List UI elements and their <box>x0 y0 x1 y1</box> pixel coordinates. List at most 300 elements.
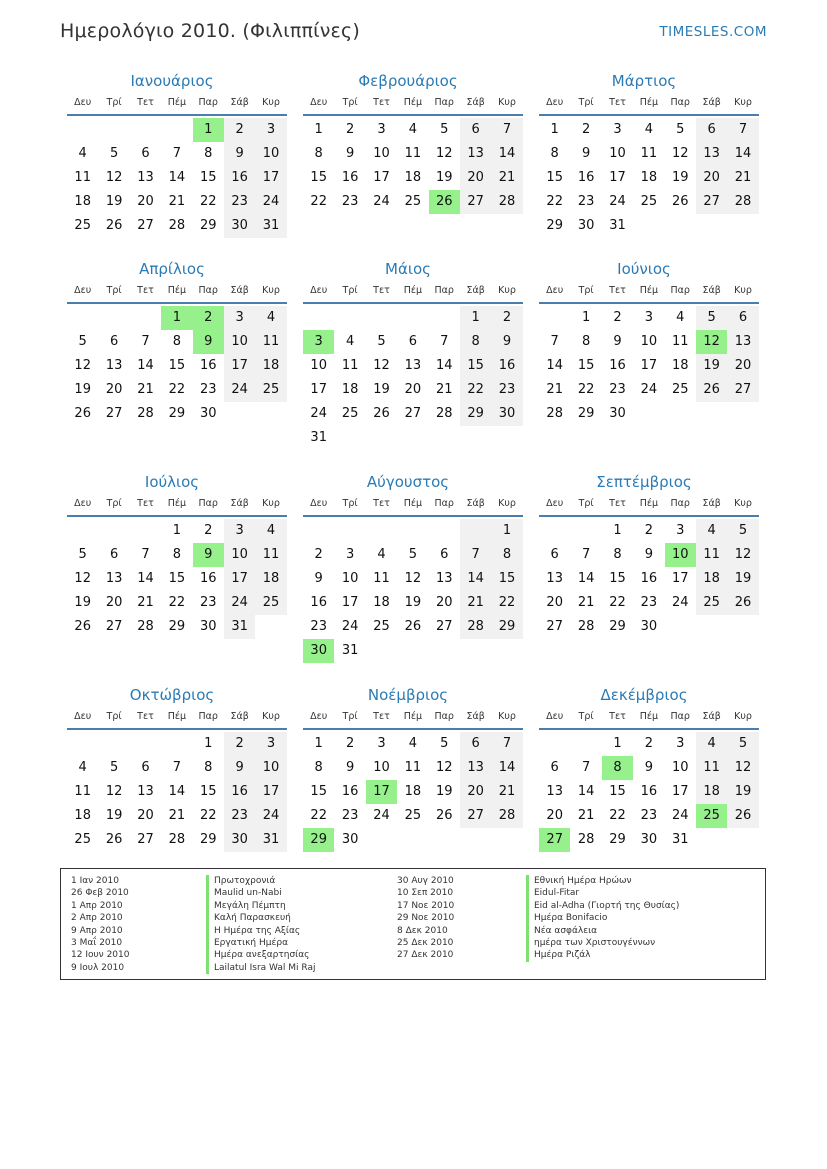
day-cell[interactable]: 12 <box>435 760 453 775</box>
day-cell[interactable]: 4 <box>345 334 355 349</box>
day-cell[interactable]: 12 <box>727 543 758 567</box>
day-cell[interactable]: 3 <box>224 519 255 543</box>
day-cell[interactable]: 24 <box>671 595 689 610</box>
day-cell[interactable]: 14 <box>168 784 186 799</box>
day-cell[interactable]: 21 <box>577 595 595 610</box>
day-cell[interactable]: 27 <box>137 218 154 233</box>
day-cell[interactable]: 8 <box>172 334 181 349</box>
day-cell[interactable]: 6 <box>440 547 449 562</box>
day-cell[interactable]: 3 <box>644 310 653 325</box>
day-cell[interactable]: 21 <box>577 808 595 823</box>
day-cell[interactable]: 7 <box>172 146 181 161</box>
day-cell[interactable]: 19 <box>671 170 689 185</box>
day-cell[interactable]: 31 <box>255 828 286 852</box>
day-cell[interactable]: 17 <box>255 166 286 190</box>
day-cell[interactable]: 4 <box>408 122 417 137</box>
day-cell[interactable]: 2 <box>644 736 653 751</box>
day-cell[interactable]: 16 <box>341 784 359 799</box>
day-cell[interactable]: 29 <box>199 218 217 233</box>
day-cell[interactable]: 11 <box>404 760 422 775</box>
day-cell[interactable]: 12 <box>74 571 91 586</box>
day-cell[interactable]: 1 <box>204 736 213 751</box>
day-cell[interactable]: 25 <box>640 194 658 209</box>
day-cell[interactable]: 19 <box>105 808 123 823</box>
day-cell[interactable]: 4 <box>644 122 653 137</box>
day-cell[interactable]: 24 <box>255 190 286 214</box>
day-cell[interactable]: 13 <box>404 358 422 373</box>
day-cell[interactable]: 23 <box>199 595 217 610</box>
day-cell[interactable]: 27 <box>105 619 123 634</box>
day-cell[interactable]: 19 <box>435 784 453 799</box>
day-cell[interactable]: 15 <box>199 170 217 185</box>
day-cell[interactable]: 18 <box>640 170 658 185</box>
day-cell[interactable]: 15 <box>491 567 522 591</box>
day-cell[interactable]: 23 <box>640 808 658 823</box>
day-cell[interactable]: 14 <box>460 567 491 591</box>
day-cell[interactable]: 6 <box>550 760 559 775</box>
day-cell[interactable]: 11 <box>671 334 689 349</box>
holiday-day-cell[interactable]: 1 <box>193 118 224 142</box>
day-cell[interactable]: 16 <box>577 170 595 185</box>
day-cell[interactable]: 16 <box>341 170 359 185</box>
day-cell[interactable]: 19 <box>727 567 758 591</box>
day-cell[interactable]: 8 <box>460 330 491 354</box>
day-cell[interactable]: 30 <box>199 406 217 421</box>
day-cell[interactable]: 18 <box>373 595 390 610</box>
holiday-day-cell[interactable]: 8 <box>602 756 633 780</box>
day-cell[interactable]: 27 <box>435 619 453 634</box>
day-cell[interactable]: 16 <box>640 571 658 586</box>
day-cell[interactable]: 10 <box>373 146 390 161</box>
day-cell[interactable]: 6 <box>141 146 150 161</box>
day-cell[interactable]: 13 <box>546 784 563 799</box>
day-cell[interactable]: 4 <box>377 547 386 562</box>
day-cell[interactable]: 25 <box>74 832 91 847</box>
day-cell[interactable]: 14 <box>137 358 154 373</box>
day-cell[interactable]: 24 <box>224 378 255 402</box>
day-cell[interactable]: 1 <box>491 519 522 543</box>
day-cell[interactable]: 25 <box>255 591 286 615</box>
day-cell[interactable]: 26 <box>74 619 91 634</box>
day-cell[interactable]: 30 <box>609 406 626 421</box>
day-cell[interactable]: 13 <box>435 571 453 586</box>
day-cell[interactable]: 11 <box>341 358 359 373</box>
day-cell[interactable]: 27 <box>105 406 123 421</box>
day-cell[interactable]: 9 <box>345 760 355 775</box>
holiday-day-cell[interactable]: 10 <box>665 543 696 567</box>
day-cell[interactable]: 17 <box>224 567 255 591</box>
day-cell[interactable]: 27 <box>137 832 154 847</box>
day-cell[interactable]: 9 <box>345 146 355 161</box>
holiday-day-cell[interactable]: 30 <box>303 639 334 663</box>
day-cell[interactable]: 21 <box>460 591 491 615</box>
day-cell[interactable]: 10 <box>255 756 286 780</box>
day-cell[interactable]: 16 <box>224 780 255 804</box>
day-cell[interactable]: 20 <box>460 780 491 804</box>
day-cell[interactable]: 10 <box>609 146 626 161</box>
day-cell[interactable]: 8 <box>550 146 559 161</box>
day-cell[interactable]: 15 <box>310 784 327 799</box>
day-cell[interactable]: 12 <box>727 756 758 780</box>
day-cell[interactable]: 28 <box>460 615 491 639</box>
day-cell[interactable]: 18 <box>696 567 727 591</box>
day-cell[interactable]: 15 <box>577 358 595 373</box>
day-cell[interactable]: 20 <box>460 166 491 190</box>
day-cell[interactable]: 4 <box>255 306 286 330</box>
day-cell[interactable]: 21 <box>168 808 186 823</box>
day-cell[interactable]: 16 <box>609 358 626 373</box>
day-cell[interactable]: 17 <box>373 170 390 185</box>
day-cell[interactable]: 9 <box>314 571 323 586</box>
day-cell[interactable]: 7 <box>581 547 591 562</box>
day-cell[interactable]: 31 <box>341 643 359 658</box>
day-cell[interactable]: 23 <box>577 194 595 209</box>
day-cell[interactable]: 27 <box>404 406 422 421</box>
day-cell[interactable]: 20 <box>137 194 154 209</box>
day-cell[interactable]: 8 <box>314 760 323 775</box>
day-cell[interactable]: 16 <box>310 595 327 610</box>
day-cell[interactable]: 21 <box>137 382 154 397</box>
day-cell[interactable]: 26 <box>74 406 91 421</box>
day-cell[interactable]: 30 <box>640 619 658 634</box>
day-cell[interactable]: 7 <box>581 760 591 775</box>
day-cell[interactable]: 29 <box>546 218 563 233</box>
day-cell[interactable]: 13 <box>727 330 758 354</box>
day-cell[interactable]: 13 <box>137 170 154 185</box>
day-cell[interactable]: 5 <box>78 547 87 562</box>
day-cell[interactable]: 21 <box>546 382 563 397</box>
day-cell[interactable]: 6 <box>141 760 150 775</box>
day-cell[interactable]: 2 <box>224 732 255 756</box>
day-cell[interactable]: 3 <box>613 122 622 137</box>
day-cell[interactable]: 27 <box>546 619 563 634</box>
day-cell[interactable]: 12 <box>435 146 453 161</box>
day-cell[interactable]: 14 <box>137 571 154 586</box>
day-cell[interactable]: 18 <box>255 567 286 591</box>
day-cell[interactable]: 21 <box>137 595 154 610</box>
day-cell[interactable]: 29 <box>168 406 186 421</box>
day-cell[interactable]: 31 <box>671 832 689 847</box>
day-cell[interactable]: 5 <box>696 306 727 330</box>
day-cell[interactable]: 9 <box>491 330 522 354</box>
day-cell[interactable]: 21 <box>435 382 453 397</box>
day-cell[interactable]: 1 <box>613 523 622 538</box>
day-cell[interactable]: 9 <box>581 146 591 161</box>
day-cell[interactable]: 23 <box>224 804 255 828</box>
day-cell[interactable]: 20 <box>546 808 563 823</box>
day-cell[interactable]: 9 <box>644 547 653 562</box>
day-cell[interactable]: 25 <box>696 591 727 615</box>
day-cell[interactable]: 24 <box>671 808 689 823</box>
day-cell[interactable]: 19 <box>435 170 453 185</box>
day-cell[interactable]: 11 <box>404 146 422 161</box>
day-cell[interactable]: 25 <box>671 382 689 397</box>
day-cell[interactable]: 11 <box>255 330 286 354</box>
day-cell[interactable]: 29 <box>491 615 522 639</box>
day-cell[interactable]: 24 <box>224 591 255 615</box>
day-cell[interactable]: 22 <box>577 382 595 397</box>
day-cell[interactable]: 20 <box>727 354 758 378</box>
day-cell[interactable]: 8 <box>204 760 213 775</box>
day-cell[interactable]: 29 <box>577 406 595 421</box>
day-cell[interactable]: 30 <box>341 832 359 847</box>
holiday-day-cell[interactable]: 12 <box>696 330 727 354</box>
day-cell[interactable]: 15 <box>460 354 491 378</box>
day-cell[interactable]: 28 <box>491 804 522 828</box>
day-cell[interactable]: 28 <box>168 832 186 847</box>
day-cell[interactable]: 3 <box>377 122 386 137</box>
day-cell[interactable]: 26 <box>373 406 390 421</box>
day-cell[interactable]: 18 <box>74 194 91 209</box>
day-cell[interactable]: 12 <box>671 146 689 161</box>
day-cell[interactable]: 4 <box>676 310 685 325</box>
day-cell[interactable]: 7 <box>141 547 150 562</box>
day-cell[interactable]: 11 <box>255 543 286 567</box>
day-cell[interactable]: 15 <box>168 571 186 586</box>
day-cell[interactable]: 4 <box>78 760 87 775</box>
day-cell[interactable]: 3 <box>676 523 685 538</box>
day-cell[interactable]: 23 <box>341 194 359 209</box>
day-cell[interactable]: 23 <box>491 378 522 402</box>
day-cell[interactable]: 9 <box>644 760 653 775</box>
day-cell[interactable]: 20 <box>546 595 563 610</box>
holiday-day-cell[interactable]: 29 <box>303 828 334 852</box>
holiday-day-cell[interactable]: 3 <box>303 330 334 354</box>
day-cell[interactable]: 14 <box>435 358 453 373</box>
day-cell[interactable]: 28 <box>577 619 595 634</box>
day-cell[interactable]: 8 <box>172 547 181 562</box>
day-cell[interactable]: 26 <box>105 832 123 847</box>
day-cell[interactable]: 14 <box>491 756 522 780</box>
day-cell[interactable]: 19 <box>74 595 91 610</box>
day-cell[interactable]: 24 <box>373 194 390 209</box>
day-cell[interactable]: 5 <box>727 732 758 756</box>
day-cell[interactable]: 1 <box>172 523 181 538</box>
day-cell[interactable]: 17 <box>640 358 658 373</box>
day-cell[interactable]: 9 <box>224 142 255 166</box>
day-cell[interactable]: 4 <box>696 519 727 543</box>
day-cell[interactable]: 22 <box>199 194 217 209</box>
day-cell[interactable]: 6 <box>550 547 559 562</box>
day-cell[interactable]: 7 <box>727 118 758 142</box>
day-cell[interactable]: 10 <box>671 760 689 775</box>
day-cell[interactable]: 31 <box>255 214 286 238</box>
day-cell[interactable]: 23 <box>341 808 359 823</box>
day-cell[interactable]: 13 <box>546 571 563 586</box>
day-cell[interactable]: 2 <box>204 523 213 538</box>
day-cell[interactable]: 16 <box>491 354 522 378</box>
day-cell[interactable]: 26 <box>727 804 758 828</box>
day-cell[interactable]: 5 <box>377 334 386 349</box>
day-cell[interactable]: 12 <box>373 358 390 373</box>
day-cell[interactable]: 22 <box>609 595 626 610</box>
day-cell[interactable]: 3 <box>255 732 286 756</box>
day-cell[interactable]: 3 <box>377 736 386 751</box>
day-cell[interactable]: 18 <box>671 358 689 373</box>
day-cell[interactable]: 19 <box>404 595 422 610</box>
day-cell[interactable]: 10 <box>640 334 658 349</box>
day-cell[interactable]: 19 <box>373 382 390 397</box>
day-cell[interactable]: 12 <box>105 170 123 185</box>
day-cell[interactable]: 19 <box>105 194 123 209</box>
day-cell[interactable]: 18 <box>404 170 422 185</box>
day-cell[interactable]: 28 <box>577 832 595 847</box>
day-cell[interactable]: 11 <box>74 784 91 799</box>
day-cell[interactable]: 21 <box>727 166 758 190</box>
day-cell[interactable]: 28 <box>137 619 154 634</box>
day-cell[interactable]: 15 <box>168 358 186 373</box>
day-cell[interactable]: 7 <box>491 118 522 142</box>
day-cell[interactable]: 22 <box>168 382 186 397</box>
day-cell[interactable]: 1 <box>314 122 323 137</box>
day-cell[interactable]: 26 <box>671 194 689 209</box>
holiday-day-cell[interactable]: 9 <box>193 543 224 567</box>
day-cell[interactable]: 19 <box>74 382 91 397</box>
day-cell[interactable]: 15 <box>609 784 626 799</box>
day-cell[interactable]: 14 <box>546 358 563 373</box>
day-cell[interactable]: 26 <box>105 218 123 233</box>
day-cell[interactable]: 14 <box>577 784 595 799</box>
day-cell[interactable]: 8 <box>491 543 522 567</box>
day-cell[interactable]: 18 <box>255 354 286 378</box>
day-cell[interactable]: 20 <box>105 595 123 610</box>
day-cell[interactable]: 5 <box>676 122 685 137</box>
day-cell[interactable]: 25 <box>255 378 286 402</box>
day-cell[interactable]: 22 <box>310 808 327 823</box>
day-cell[interactable]: 1 <box>581 310 591 325</box>
day-cell[interactable]: 2 <box>581 122 591 137</box>
day-cell[interactable]: 27 <box>727 378 758 402</box>
day-cell[interactable]: 8 <box>613 547 622 562</box>
day-cell[interactable]: 17 <box>609 170 626 185</box>
day-cell[interactable]: 6 <box>460 118 491 142</box>
day-cell[interactable]: 28 <box>491 190 522 214</box>
day-cell[interactable]: 2 <box>314 547 323 562</box>
day-cell[interactable]: 5 <box>109 146 119 161</box>
day-cell[interactable]: 25 <box>74 218 91 233</box>
day-cell[interactable]: 7 <box>550 334 559 349</box>
day-cell[interactable]: 7 <box>141 334 150 349</box>
day-cell[interactable]: 12 <box>74 358 91 373</box>
day-cell[interactable]: 17 <box>224 354 255 378</box>
day-cell[interactable]: 17 <box>671 784 689 799</box>
day-cell[interactable]: 28 <box>435 406 453 421</box>
day-cell[interactable]: 20 <box>105 382 123 397</box>
day-cell[interactable]: 4 <box>408 736 417 751</box>
day-cell[interactable]: 13 <box>460 142 491 166</box>
day-cell[interactable]: 27 <box>460 190 491 214</box>
day-cell[interactable]: 7 <box>440 334 449 349</box>
day-cell[interactable]: 26 <box>404 619 422 634</box>
day-cell[interactable]: 22 <box>609 808 626 823</box>
day-cell[interactable]: 11 <box>373 571 390 586</box>
day-cell[interactable]: 2 <box>224 118 255 142</box>
day-cell[interactable]: 2 <box>644 523 653 538</box>
day-cell[interactable]: 1 <box>613 736 622 751</box>
day-cell[interactable]: 13 <box>460 756 491 780</box>
day-cell[interactable]: 26 <box>727 591 758 615</box>
day-cell[interactable]: 28 <box>168 218 186 233</box>
day-cell[interactable]: 10 <box>224 543 255 567</box>
day-cell[interactable]: 19 <box>727 780 758 804</box>
day-cell[interactable]: 22 <box>491 591 522 615</box>
day-cell[interactable]: 6 <box>727 306 758 330</box>
day-cell[interactable]: 24 <box>310 406 327 421</box>
day-cell[interactable]: 30 <box>224 214 255 238</box>
day-cell[interactable]: 14 <box>577 571 595 586</box>
day-cell[interactable]: 12 <box>404 571 422 586</box>
day-cell[interactable]: 16 <box>199 571 217 586</box>
day-cell[interactable]: 6 <box>408 334 417 349</box>
day-cell[interactable]: 25 <box>373 619 390 634</box>
day-cell[interactable]: 21 <box>491 166 522 190</box>
day-cell[interactable]: 25 <box>341 406 359 421</box>
day-cell[interactable]: 29 <box>199 832 217 847</box>
holiday-day-cell[interactable]: 25 <box>696 804 727 828</box>
day-cell[interactable]: 11 <box>696 543 727 567</box>
day-cell[interactable]: 23 <box>199 382 217 397</box>
day-cell[interactable]: 14 <box>168 170 186 185</box>
day-cell[interactable]: 17 <box>310 382 327 397</box>
day-cell[interactable]: 13 <box>105 358 123 373</box>
day-cell[interactable]: 22 <box>546 194 563 209</box>
day-cell[interactable]: 20 <box>435 595 453 610</box>
day-cell[interactable]: 5 <box>440 122 449 137</box>
day-cell[interactable]: 23 <box>640 595 658 610</box>
day-cell[interactable]: 28 <box>546 406 563 421</box>
day-cell[interactable]: 5 <box>440 736 449 751</box>
day-cell[interactable]: 14 <box>727 142 758 166</box>
day-cell[interactable]: 7 <box>491 732 522 756</box>
holiday-day-cell[interactable]: 17 <box>366 780 397 804</box>
day-cell[interactable]: 28 <box>727 190 758 214</box>
day-cell[interactable]: 1 <box>314 736 323 751</box>
day-cell[interactable]: 12 <box>105 784 123 799</box>
day-cell[interactable]: 31 <box>609 218 626 233</box>
day-cell[interactable]: 30 <box>577 218 595 233</box>
day-cell[interactable]: 6 <box>460 732 491 756</box>
day-cell[interactable]: 3 <box>255 118 286 142</box>
day-cell[interactable]: 6 <box>696 118 727 142</box>
day-cell[interactable]: 22 <box>310 194 327 209</box>
site-link[interactable]: TIMESLES.COM <box>659 24 767 40</box>
holiday-day-cell[interactable]: 2 <box>193 306 224 330</box>
day-cell[interactable]: 29 <box>609 832 626 847</box>
day-cell[interactable]: 14 <box>491 142 522 166</box>
day-cell[interactable]: 13 <box>696 142 727 166</box>
day-cell[interactable]: 20 <box>137 808 154 823</box>
day-cell[interactable]: 27 <box>460 804 491 828</box>
holiday-day-cell[interactable]: 26 <box>429 190 460 214</box>
day-cell[interactable]: 3 <box>345 547 355 562</box>
day-cell[interactable]: 18 <box>341 382 359 397</box>
day-cell[interactable]: 31 <box>224 615 255 639</box>
day-cell[interactable]: 13 <box>137 784 154 799</box>
day-cell[interactable]: 6 <box>109 547 119 562</box>
day-cell[interactable]: 16 <box>640 784 658 799</box>
day-cell[interactable]: 26 <box>435 808 453 823</box>
day-cell[interactable]: 11 <box>74 170 91 185</box>
day-cell[interactable]: 15 <box>546 170 563 185</box>
day-cell[interactable]: 10 <box>224 330 255 354</box>
day-cell[interactable]: 31 <box>310 430 327 445</box>
day-cell[interactable]: 30 <box>640 832 658 847</box>
day-cell[interactable]: 10 <box>310 358 327 373</box>
day-cell[interactable]: 4 <box>696 732 727 756</box>
day-cell[interactable]: 5 <box>727 519 758 543</box>
day-cell[interactable]: 29 <box>168 619 186 634</box>
day-cell[interactable]: 22 <box>460 378 491 402</box>
